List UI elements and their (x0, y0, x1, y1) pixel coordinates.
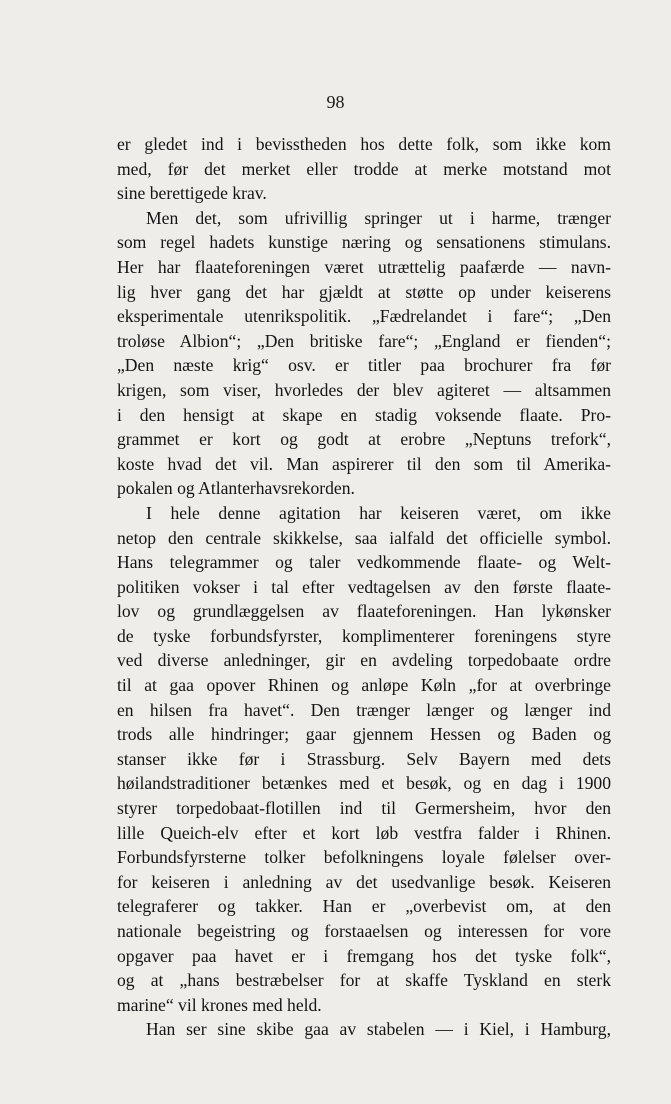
text-line: og at „hans bestræbelser for at skaffe Tyskland en sterk (117, 970, 611, 991)
text-line: politiken vokser i tal efter vedtagelsen av den første flaate- (117, 576, 611, 597)
text-line: Han ser sine skibe gaa av stabelen — i Kiel, i Hamburg, (146, 1019, 611, 1040)
page-number: 98 (326, 92, 345, 112)
text-line: grammet er kort og godt at erobre „Neptuns trefork“, (117, 429, 611, 450)
text-line: som regel hadets kunstige næring og sensationens stimulans. (117, 232, 611, 253)
text-line: opgaver paa havet er i fremgang hos det tyske folk“, (117, 945, 611, 966)
text-line: Hans telegrammer og taler vedkommende flaate- og Welt- (117, 552, 611, 573)
text-line: til at gaa opover Rhinen og anløpe Køln „for at overbringe (117, 675, 611, 696)
text-line: nationale begeistring og forstaaelsen og interessen for vore (117, 921, 611, 941)
text-line: i den hensigt at skape en stadig voksende flaate. Pro- (117, 404, 611, 425)
text-line: trods alle hindringer; gaar gjennem Hessen og Baden og (117, 724, 611, 745)
text-line: styrer torpedobaat-flotillen ind til Germersheim, hvor den (117, 798, 611, 819)
text-line: høilandstraditioner betænkes med et besøk, og en dag i 1900 (117, 773, 611, 794)
text-line: netop den centrale skikkelse, saa ialfald det officielle symbol. (117, 527, 611, 548)
text-line: ved diverse anledninger, gir en avdeling torpedobaate ordre (117, 650, 611, 671)
text-line: eksperimentale utenrikspolitik. „Fædrelandet i fare“; „Den (117, 306, 611, 327)
text-line: stanser ikke før i Strassburg. Selv Bayern med dets (117, 748, 611, 769)
text-line: lille Queich-elv efter et kort løb vestfra falder i Rhinen. (117, 822, 611, 843)
text-line: Her har flaateforeningen været utrættelig paafærde — navn- (117, 256, 611, 277)
text-line: marine“ vil krones med held. (117, 994, 322, 1015)
text-line: for keiseren i anledning av det usedvanlige besøk. Keiseren (117, 871, 611, 892)
text-line: krigen, som viser, hvorledes der blev agiteret — altsammen (117, 379, 611, 400)
text-line: Forbundsfyrsterne tolker befolkningens loyale følelser over- (117, 847, 611, 868)
text-line: en hilsen fra havet“. Den trænger længer og længer ind (117, 699, 611, 720)
text-line: de tyske forbundsfyrster, komplimenterer foreningens styre (117, 625, 611, 646)
text-line: koste hvad det vil. Man aspirerer til den som til Amerika- (117, 453, 611, 474)
text-line: sine berettigede krav. (117, 183, 267, 204)
body-text (117, 132, 611, 1042)
text-line: troløse Albion“; „Den britiske fare“; „England er fienden“; (117, 330, 611, 351)
text-line: I hele denne agitation har keiseren været, om ikke (146, 502, 611, 523)
text-line: med, før det merket eller trodde at merke motstand mot (117, 158, 611, 179)
text-line: pokalen og Atlanterhavsrekorden. (117, 478, 355, 499)
text-line: lov og grundlæggelsen av flaateforeningen. Han lykønsker (117, 601, 611, 622)
text-line: telegraferer og takker. Han er „overbevist om, at den (117, 896, 611, 917)
text-line: „Den næste krig“ osv. er titler paa brochurer fra før (117, 355, 611, 376)
text-line: lig hver gang det har gjældt at støtte op under keiserens (117, 281, 611, 302)
text-line: Men det, som ufrivillig springer ut i harme, trænger (146, 207, 611, 228)
text-line: er gledet ind i bevisstheden hos dette folk, som ikke kom (117, 134, 611, 154)
